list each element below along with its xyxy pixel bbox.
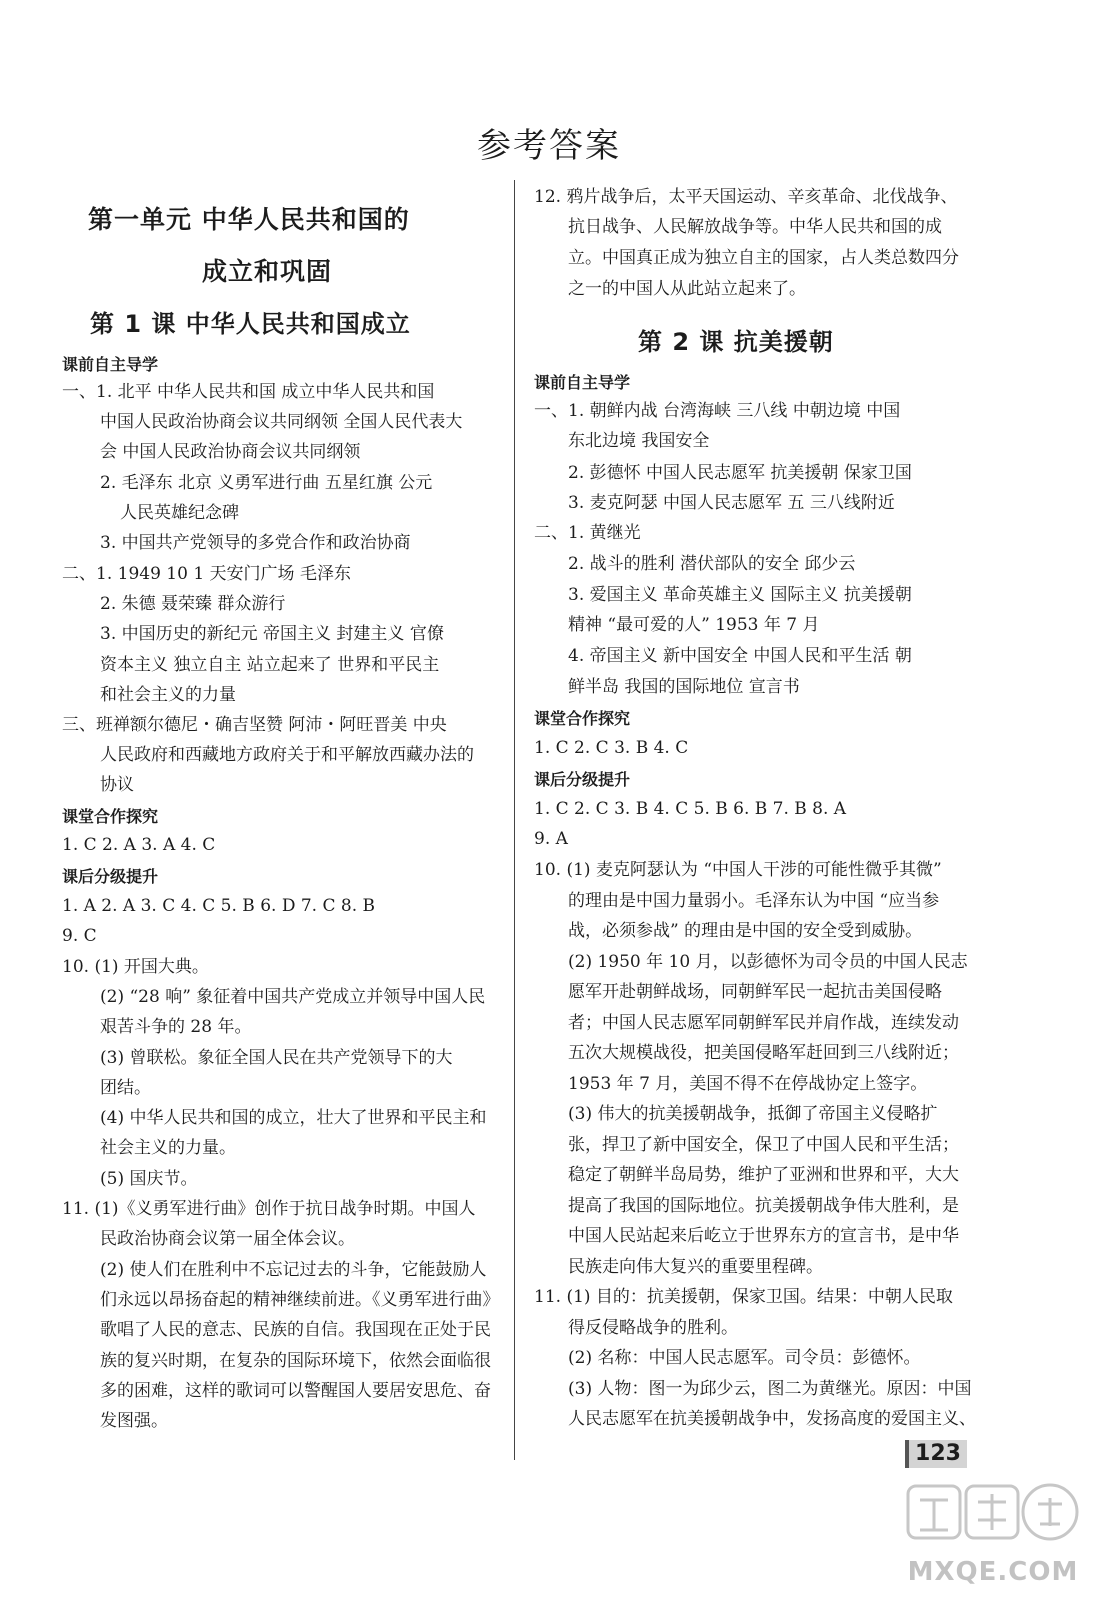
answer-line: 张，捍卫了新中国安全，保卫了中国人民和平生活； bbox=[568, 1135, 959, 1155]
answer-line: 和社会主义的力量 bbox=[100, 685, 236, 705]
answer-line: 资本主义 独立自主 站立起来了 世界和平民主 bbox=[100, 655, 440, 675]
answer-line: 精神 “最可爱的人” 1953 年 7 月 bbox=[568, 615, 820, 635]
answer-line: (3) 伟大的抗美援朝战争，抵御了帝国主义侵略扩 bbox=[568, 1104, 938, 1124]
section-classroom-inquiry: 课堂合作探究 bbox=[534, 709, 631, 728]
answer-line: 11. (1)《义勇军进行曲》创作于抗日战争时期。中国人 bbox=[62, 1199, 476, 1219]
answer-line: 民政治协商会议第一届全体会议。 bbox=[100, 1229, 355, 1249]
answer-line: 提高了我国的国际地位。抗美援朝战争伟大胜利，是 bbox=[568, 1196, 959, 1216]
answer-line: 立。中国真正成为独立自主的国家，占人类总数四分 bbox=[568, 248, 959, 268]
answer-line: (2) 使人们在胜利中不忘记过去的斗争，它能鼓励人 bbox=[100, 1260, 487, 1280]
watermark-logo bbox=[898, 1480, 1088, 1596]
section-preview-study: 课前自主导学 bbox=[534, 373, 631, 392]
answer-line: 4. 帝国主义 新中国安全 中国人民和平生活 朝 bbox=[568, 646, 912, 666]
answer-line: 10. (1) 麦克阿瑟认为 “中国人干涉的可能性微乎其微” bbox=[534, 860, 942, 880]
answer-line: 2. 朱德 聂荣臻 群众游行 bbox=[100, 594, 286, 614]
answer-line: 团结。 bbox=[100, 1078, 151, 1098]
section-preview-study: 课前自主导学 bbox=[62, 355, 159, 374]
answer-line: 3. 中国共产党领导的多党合作和政治协商 bbox=[100, 533, 411, 553]
answer-line: 三、班禅额尔德尼・确吉坚赞 阿沛・阿旺晋美 中央 bbox=[62, 715, 447, 735]
answer-line: 1953 年 7 月，美国不得不在停战协定上签字。 bbox=[568, 1074, 928, 1094]
answer-line: (2) 名称：中国人民志愿军。司令员：彭德怀。 bbox=[568, 1348, 921, 1368]
answer-line: 会 中国人民政治协商会议共同纲领 bbox=[100, 442, 361, 462]
answer-line: 发图强。 bbox=[100, 1411, 168, 1431]
answer-line: 抗日战争、人民解放战争等。中华人民共和国的成 bbox=[568, 217, 942, 237]
answer-line: 五次大规模战役，把美国侵略军赶回到三八线附近； bbox=[568, 1043, 959, 1063]
answer-line: 们永远以昂扬奋起的精神继续前进。《义勇军进行曲》 bbox=[100, 1290, 500, 1310]
answer-line: 10. (1) 开国大典。 bbox=[62, 957, 209, 977]
answer-line: 2. 彭德怀 中国人民志愿军 抗美援朝 保家卫国 bbox=[568, 463, 912, 483]
answer-line: 二、1. 黄继光 bbox=[534, 523, 641, 543]
page-number: 123 bbox=[905, 1440, 967, 1468]
answer-line: 多的困难，这样的歌词可以警醒国人要居安思危、奋 bbox=[100, 1381, 491, 1401]
answer-line: 9. A bbox=[534, 829, 568, 849]
answer-line: 3. 麦克阿瑟 中国人民志愿军 五 三八线附近 bbox=[568, 493, 895, 513]
unit-heading-line2: 成立和巩固 bbox=[202, 257, 333, 286]
answer-line: 战，必须参战” 的理由是中国的安全受到威胁。 bbox=[568, 921, 923, 941]
answer-line: 东北边境 我国安全 bbox=[568, 431, 710, 451]
answer-line: 社会主义的力量。 bbox=[100, 1138, 236, 1158]
answer-line: 2. 毛泽东 北京 义勇军进行曲 五星红旗 公元 bbox=[100, 473, 433, 493]
unit-heading-line1: 第一单元 中华人民共和国的 bbox=[88, 205, 410, 234]
answer-line: 人民英雄纪念碑 bbox=[120, 503, 239, 523]
answer-line: 11. (1) 目的：抗美援朝，保家卫国。结果：中朝人民取 bbox=[534, 1287, 953, 1307]
answer-line: 民族走向伟大复兴的重要里程碑。 bbox=[568, 1257, 823, 1277]
answer-line: 中国人民站起来后屹立于世界东方的宣言书，是中华 bbox=[568, 1226, 959, 1246]
section-classroom-inquiry: 课堂合作探究 bbox=[62, 807, 159, 826]
answer-line: (3) 曾联松。象征全国人民在共产党领导下的大 bbox=[100, 1048, 453, 1068]
answer-line: 1. C 2. C 3. B 4. C 5. B 6. B 7. B 8. A bbox=[534, 799, 847, 819]
answer-line: 的理由是中国力量弱小。毛泽东认为中国 “应当参 bbox=[568, 891, 940, 911]
answer-line: 1. C 2. C 3. B 4. C bbox=[534, 738, 689, 758]
answer-line: (3) 人物：图一为邱少云，图二为黄继光。原因：中国 bbox=[568, 1379, 972, 1399]
answer-line: 之一的中国人从此站立起来了。 bbox=[568, 279, 806, 299]
answer-line: 族的复兴时期，在复杂的国际环境下，依然会面临很 bbox=[100, 1351, 491, 1371]
answer-line: 人民政府和西藏地方政府关于和平解放西藏办法的 bbox=[100, 745, 474, 765]
svg-text:MXQE.COM: MXQE.COM bbox=[907, 1557, 1079, 1587]
answer-line: (4) 中华人民共和国的成立，壮大了世界和平民主和 bbox=[100, 1108, 487, 1128]
answer-line: 艰苦斗争的 28 年。 bbox=[100, 1017, 252, 1037]
answer-line: 得反侵略战争的胜利。 bbox=[568, 1318, 738, 1338]
answer-line: 者；中国人民志愿军同朝鲜军民并肩作战，连续发动 bbox=[568, 1013, 959, 1033]
answer-line: (2) “28 响” 象征着中国共产党成立并领导中国人民 bbox=[100, 987, 486, 1007]
answer-line: 二、1. 1949 10 1 天安门广场 毛泽东 bbox=[62, 564, 351, 584]
answer-line: 鲜半岛 我国的国际地位 宣言书 bbox=[568, 677, 800, 697]
answer-line: 协议 bbox=[100, 775, 134, 795]
answer-line: 一、1. 北平 中华人民共和国 成立中华人民共和国 bbox=[62, 382, 435, 402]
answer-line: 愿军开赴朝鲜战场，同朝鲜军民一起抗击美国侵略 bbox=[568, 982, 942, 1002]
section-after-class: 课后分级提升 bbox=[534, 770, 631, 789]
answer-line: 歌唱了人民的意志、民族的自信。我国现在正处于民 bbox=[100, 1320, 491, 1340]
answer-line: 一、1. 朝鲜内战 台湾海峡 三八线 中朝边境 中国 bbox=[534, 401, 901, 421]
section-after-class: 课后分级提升 bbox=[62, 867, 159, 886]
answer-line: 12. 鸦片战争后，太平天国运动、辛亥革命、北伐战争、 bbox=[534, 187, 958, 207]
column-divider bbox=[514, 180, 515, 1460]
answer-line: 稳定了朝鲜半岛局势，维护了亚洲和世界和平，大大 bbox=[568, 1165, 959, 1185]
answer-line: 3. 爱国主义 革命英雄主义 国际主义 抗美援朝 bbox=[568, 585, 912, 605]
lesson-1-heading: 第 1 课 中华人民共和国成立 bbox=[90, 310, 411, 338]
page-title: 参考答案 bbox=[477, 126, 621, 166]
answer-line: 9. C bbox=[62, 926, 97, 946]
answer-line: (5) 国庆节。 bbox=[100, 1169, 198, 1189]
answer-line: 3. 中国历史的新纪元 帝国主义 封建主义 官僚 bbox=[100, 624, 444, 644]
answer-line: 2. 战斗的胜利 潜伏部队的安全 邱少云 bbox=[568, 554, 856, 574]
answer-line: 1. A 2. A 3. C 4. C 5. B 6. D 7. C 8. B bbox=[62, 896, 376, 916]
answer-line: (2) 1950 年 10 月，以彭德怀为司令员的中国人民志 bbox=[568, 952, 968, 972]
answer-line: 人民志愿军在抗美援朝战争中，发扬高度的爱国主义、 bbox=[568, 1409, 976, 1429]
lesson-2-heading: 第 2 课 抗美援朝 bbox=[638, 328, 834, 356]
answer-line: 1. C 2. A 3. A 4. C bbox=[62, 835, 216, 855]
answer-line: 中国人民政治协商会议共同纲领 全国人民代表大 bbox=[100, 412, 463, 432]
